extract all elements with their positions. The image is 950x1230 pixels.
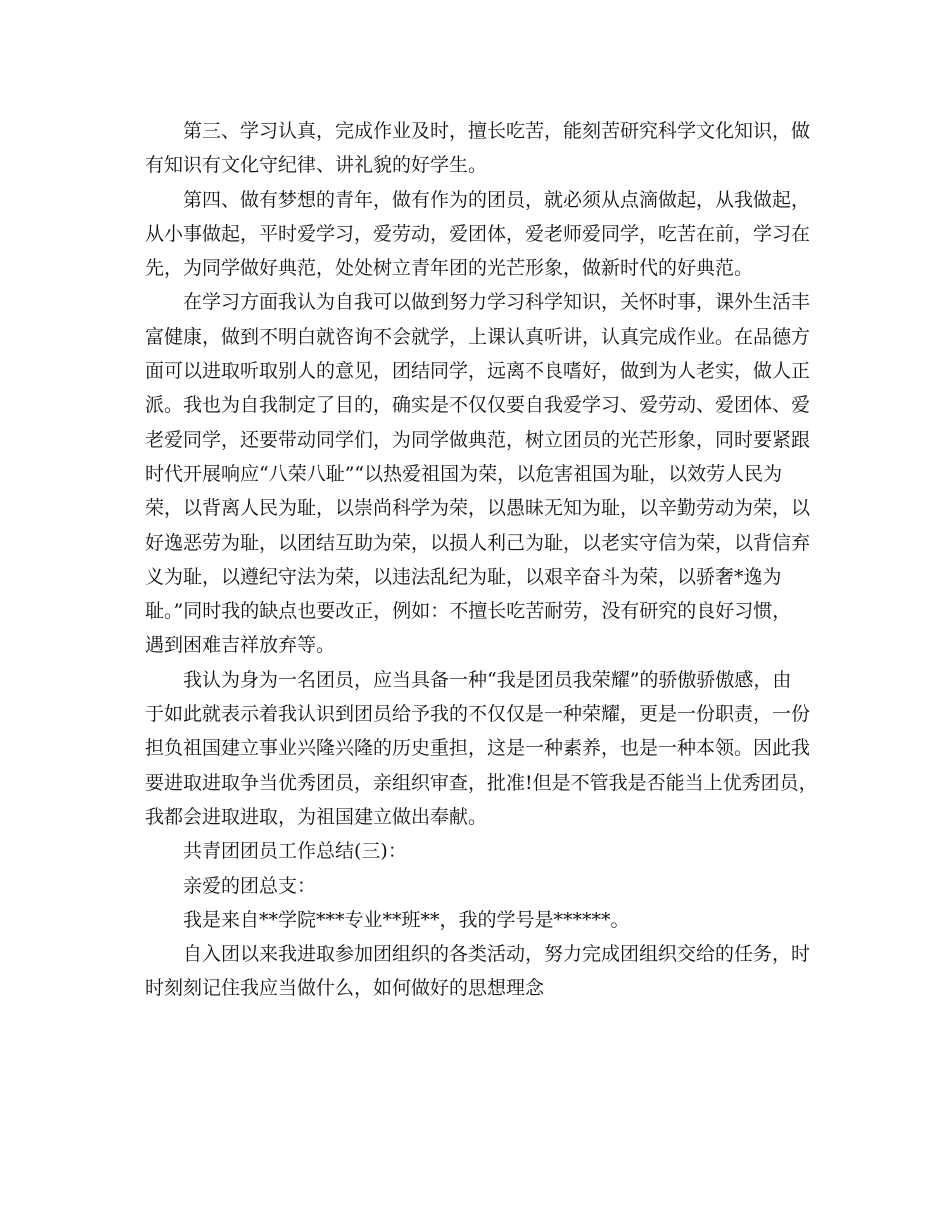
text-line: 富健康，做到不明白就咨询不会就学，上课认真听讲，认真完成作业。在品德方 bbox=[145, 325, 811, 348]
text-line: 自入团以来我进取参加团组织的各类活动，努力完成团组织交给的任务，时 bbox=[183, 943, 811, 966]
text-line: 于如此就表示着我认识到团员给予我的不仅仅是一种荣耀，更是一份职责，一份 bbox=[145, 703, 811, 726]
text-line: 遇到困难吉祥放弃等。 bbox=[145, 634, 336, 657]
text-line: 要进取进取争当优秀团员，亲组织审查，批准!但是不管我是否能当上优秀团员， bbox=[145, 771, 818, 794]
text-line: 共青团团员工作总结(三)： bbox=[183, 840, 407, 863]
text-line: 从小事做起，平时爱学习，爱劳动，爱团体，爱老师爱同学，吃苦在前，学习在 bbox=[145, 222, 811, 245]
document-body bbox=[145, 114, 818, 1006]
text-line: 耻。”同时我的缺点也要改正，例如：不擅长吃苦耐劳，没有研究的良好习惯， bbox=[145, 600, 792, 623]
text-line: 我都会进取进取，为祖国建立做出奉献。 bbox=[145, 805, 488, 828]
text-line: 义为耻，以遵纪守法为荣，以违法乱纪为耻，以艰辛奋斗为荣，以骄奢*逸为 bbox=[145, 565, 782, 588]
text-line: 老爱同学，还要带动同学们，为同学做典范，树立团员的光芒形象，同时要紧跟 bbox=[145, 428, 811, 451]
text-line: 第四、做有梦想的青年，做有作为的团员，就必须从点滴做起，从我做起， bbox=[183, 188, 811, 211]
text-line: 好逸恶劳为耻，以团结互助为荣，以损人利己为耻，以老实守信为荣，以背信弃 bbox=[145, 531, 811, 554]
text-line: 荣，以背离人民为耻，以崇尚科学为荣，以愚昧无知为耻，以辛勤劳动为荣，以 bbox=[145, 497, 811, 520]
text-line: 亲爱的团总支： bbox=[183, 874, 317, 897]
text-line: 先，为同学做好典范，处处树立青年团的光芒形象，做新时代的好典范。 bbox=[145, 257, 754, 280]
text-line: 有知识有文化守纪律、讲礼貌的好学生。 bbox=[145, 154, 488, 177]
text-line: 时代开展响应“八荣八耻”“以热爱祖国为荣，以危害祖国为耻，以效劳人民为 bbox=[145, 462, 783, 485]
text-line: 派。我也为自我制定了目的，确实是不仅仅要自我爱学习、爱劳动、爱团体、爱 bbox=[145, 394, 811, 417]
text-line: 我是来自**学院***专业**班**，我的学号是******。 bbox=[183, 908, 630, 931]
text-line: 担负祖国建立事业兴隆兴隆的历史重担，这是一种素养，也是一种本领。因此我 bbox=[145, 737, 811, 760]
text-line: 第三、学习认真，完成作业及时，擅长吃苦，能刻苦研究科学文化知识，做 bbox=[183, 120, 811, 142]
text-line: 在学习方面我认为自我可以做到努力学习科学知识，关怀时事，课外生活丰 bbox=[183, 291, 811, 314]
text-line: 我认为身为一名团员，应当具备一种“我是团员我荣耀”的骄傲骄傲感，由 bbox=[183, 668, 792, 691]
text-line: 时刻刻记住我应当做什么，如何做好的思想理念 bbox=[145, 977, 545, 1000]
text-line: 面可以进取听取别人的意见，团结同学，远离不良嗜好，做到为人老实，做人正 bbox=[145, 360, 811, 383]
